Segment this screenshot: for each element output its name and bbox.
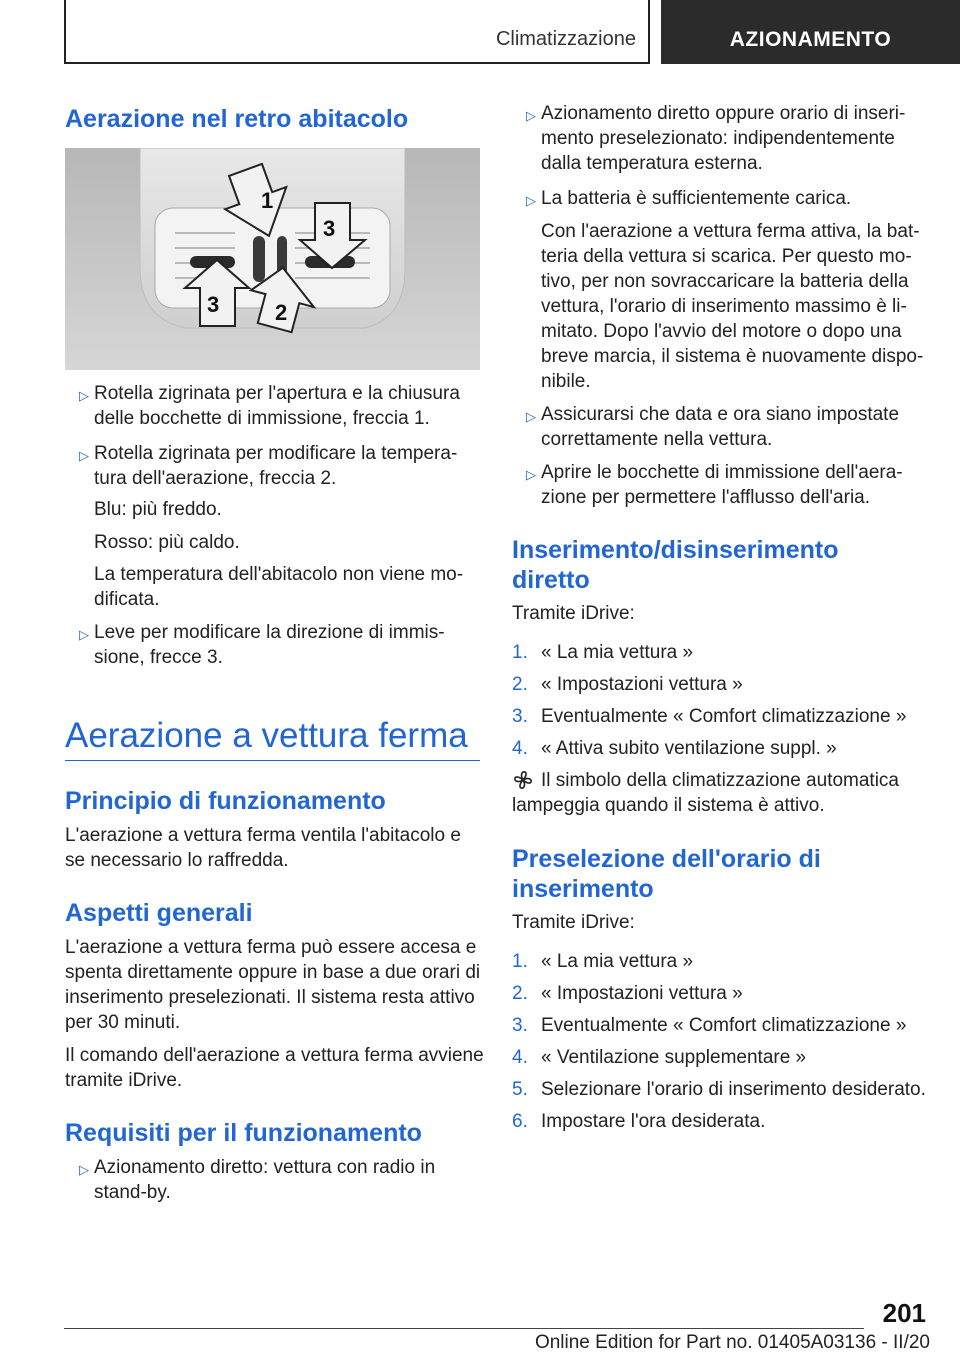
triangle-right-icon: ▷ bbox=[79, 388, 89, 403]
step-2-6: Impostare l'ora desiderata. bbox=[541, 1111, 766, 1132]
heading-retro: Aerazione nel retro abitacolo bbox=[65, 105, 409, 133]
step-2-5: Selezionare l'orario di inserimento desiderato. bbox=[541, 1079, 926, 1100]
step-1-4: « Attiva subito ventilazione suppl. » bbox=[541, 738, 837, 759]
bullet-text-3: Leve per modificare la direzione di immis‐ sione, frecce 3. bbox=[94, 622, 445, 668]
figure-label-2: 2 bbox=[275, 300, 288, 325]
step-number: 1. bbox=[512, 642, 528, 663]
vent-illustration bbox=[65, 148, 480, 370]
step-1-3: Eventualmente « Comfort climatizzazione » bbox=[541, 706, 907, 727]
step-number: 5. bbox=[512, 1079, 528, 1100]
footer-edition: Online Edition for Part no. 01405A03136 - II/20 bbox=[534, 1332, 930, 1353]
triangle-right-icon: ▷ bbox=[79, 448, 89, 463]
note-blu: Blu: più freddo. bbox=[94, 499, 222, 520]
triangle-right-icon: ▷ bbox=[526, 467, 536, 482]
heading-preselezione: Preselezione dell'orario di inserimento bbox=[512, 845, 821, 903]
chapter-tab-label: AZIONAMENTO bbox=[729, 28, 892, 51]
para-aspetti-2: Il comando dell'aerazione a vettura ferma avviene tramite iDrive. bbox=[65, 1045, 484, 1091]
step-number: 6. bbox=[512, 1111, 528, 1132]
header-mid-rule bbox=[648, 0, 650, 64]
heading-vettura-ferma: Aerazione a vettura ferma bbox=[65, 716, 468, 755]
fan-icon bbox=[512, 769, 534, 791]
heading-diretto: Inserimento/disinserimento diretto bbox=[512, 536, 839, 594]
right-bullet-1: Azionamento diretto oppure orario di inseri‐ mento preselezionato: indipendentemente dalla temperatura esterna. bbox=[541, 103, 906, 174]
bullet-text-2: Rotella zigrinata per modificare la tempera‐ tura dell'aerazione, freccia 2. bbox=[94, 443, 458, 489]
heading-rule bbox=[65, 760, 480, 761]
heading-requisiti: Requisiti per il funzionamento bbox=[65, 1119, 422, 1147]
tramite-2: Tramite iDrive: bbox=[512, 912, 635, 933]
step-number: 2. bbox=[512, 983, 528, 1004]
header-bottom-rule bbox=[64, 62, 650, 64]
chapter-tab[interactable] bbox=[661, 0, 960, 64]
vent-figure bbox=[65, 148, 480, 370]
symbol-note-line1: Il simbolo della climatizzazione automatica bbox=[541, 770, 899, 791]
step-number: 4. bbox=[512, 738, 528, 759]
symbol-note-line2: lampeggia quando il sistema è attivo. bbox=[512, 795, 825, 816]
step-number: 4. bbox=[512, 1047, 528, 1068]
triangle-right-icon: ▷ bbox=[526, 193, 536, 208]
tramite-1: Tramite iDrive: bbox=[512, 603, 635, 624]
requisiti-bullet: Azionamento diretto: vettura con radio in stand-by. bbox=[94, 1157, 436, 1203]
note-rosso: Rosso: più caldo. bbox=[94, 532, 240, 553]
step-number: 3. bbox=[512, 706, 528, 727]
right-bullet-2: La batteria è sufficientemente carica. bbox=[541, 188, 852, 209]
section-title: Climatizzazione bbox=[495, 28, 636, 50]
step-1-2: « Impostazioni vettura » bbox=[541, 674, 743, 695]
figure-label-3b: 3 bbox=[207, 292, 220, 317]
para-aspetti-1: L'aerazione a vettura ferma può essere accesa e spenta direttamente oppure in base a due orari di inserimento preselezionati. Il sistema resta attivo per 30 minuti. bbox=[65, 937, 481, 1033]
battery-note: Con l'aerazione a vettura ferma attiva, la bat‐ teria della vettura si scarica. Per questo mo‐ tivo, per non sovraccaricare la batteria della vettura, l'orario di inserimento massimo è li‐ mitato. Dopo l'avvio del motore o dopo una breve marcia, il sistema è nuovamente dispo‐ nibile. bbox=[541, 221, 924, 392]
step-number: 1. bbox=[512, 951, 528, 972]
right-bullet-4: Aprire le bocchette di immissione dell'aera‐ zione per permettere l'afflusso dell'aria. bbox=[541, 462, 903, 508]
para-principio: L'aerazione a vettura ferma ventila l'abitacolo e se necessario lo raffredda. bbox=[65, 825, 461, 871]
step-2-3: Eventualmente « Comfort climatizzazione » bbox=[541, 1015, 907, 1036]
footer-rule bbox=[64, 1328, 864, 1329]
note-temp: La temperatura dell'abitacolo non viene mo‐ dificata. bbox=[94, 564, 464, 610]
step-2-2: « Impostazioni vettura » bbox=[541, 983, 743, 1004]
step-2-4: « Ventilazione supplementare » bbox=[541, 1047, 807, 1068]
figure-label-1: 1 bbox=[261, 188, 274, 213]
step-number: 2. bbox=[512, 674, 528, 695]
triangle-right-icon: ▷ bbox=[79, 1162, 89, 1177]
triangle-right-icon: ▷ bbox=[79, 627, 89, 642]
bullet-text-1: Rotella zigrinata per l'apertura e la chiusura delle bocchette di immissione, freccia 1. bbox=[94, 383, 460, 429]
triangle-right-icon: ▷ bbox=[526, 108, 536, 123]
triangle-right-icon: ▷ bbox=[526, 409, 536, 424]
step-2-1: « La mia vettura » bbox=[541, 951, 694, 972]
heading-principio: Principio di funzionamento bbox=[65, 787, 386, 815]
figure-label-3a: 3 bbox=[323, 216, 336, 241]
step-1-1: « La mia vettura » bbox=[541, 642, 694, 663]
step-number: 3. bbox=[512, 1015, 528, 1036]
page-number: 201 bbox=[882, 1298, 926, 1328]
heading-aspetti: Aspetti generali bbox=[65, 899, 253, 927]
right-bullet-3: Assicurarsi che data e ora siano impostate correttamente nella vettura. bbox=[541, 404, 900, 450]
